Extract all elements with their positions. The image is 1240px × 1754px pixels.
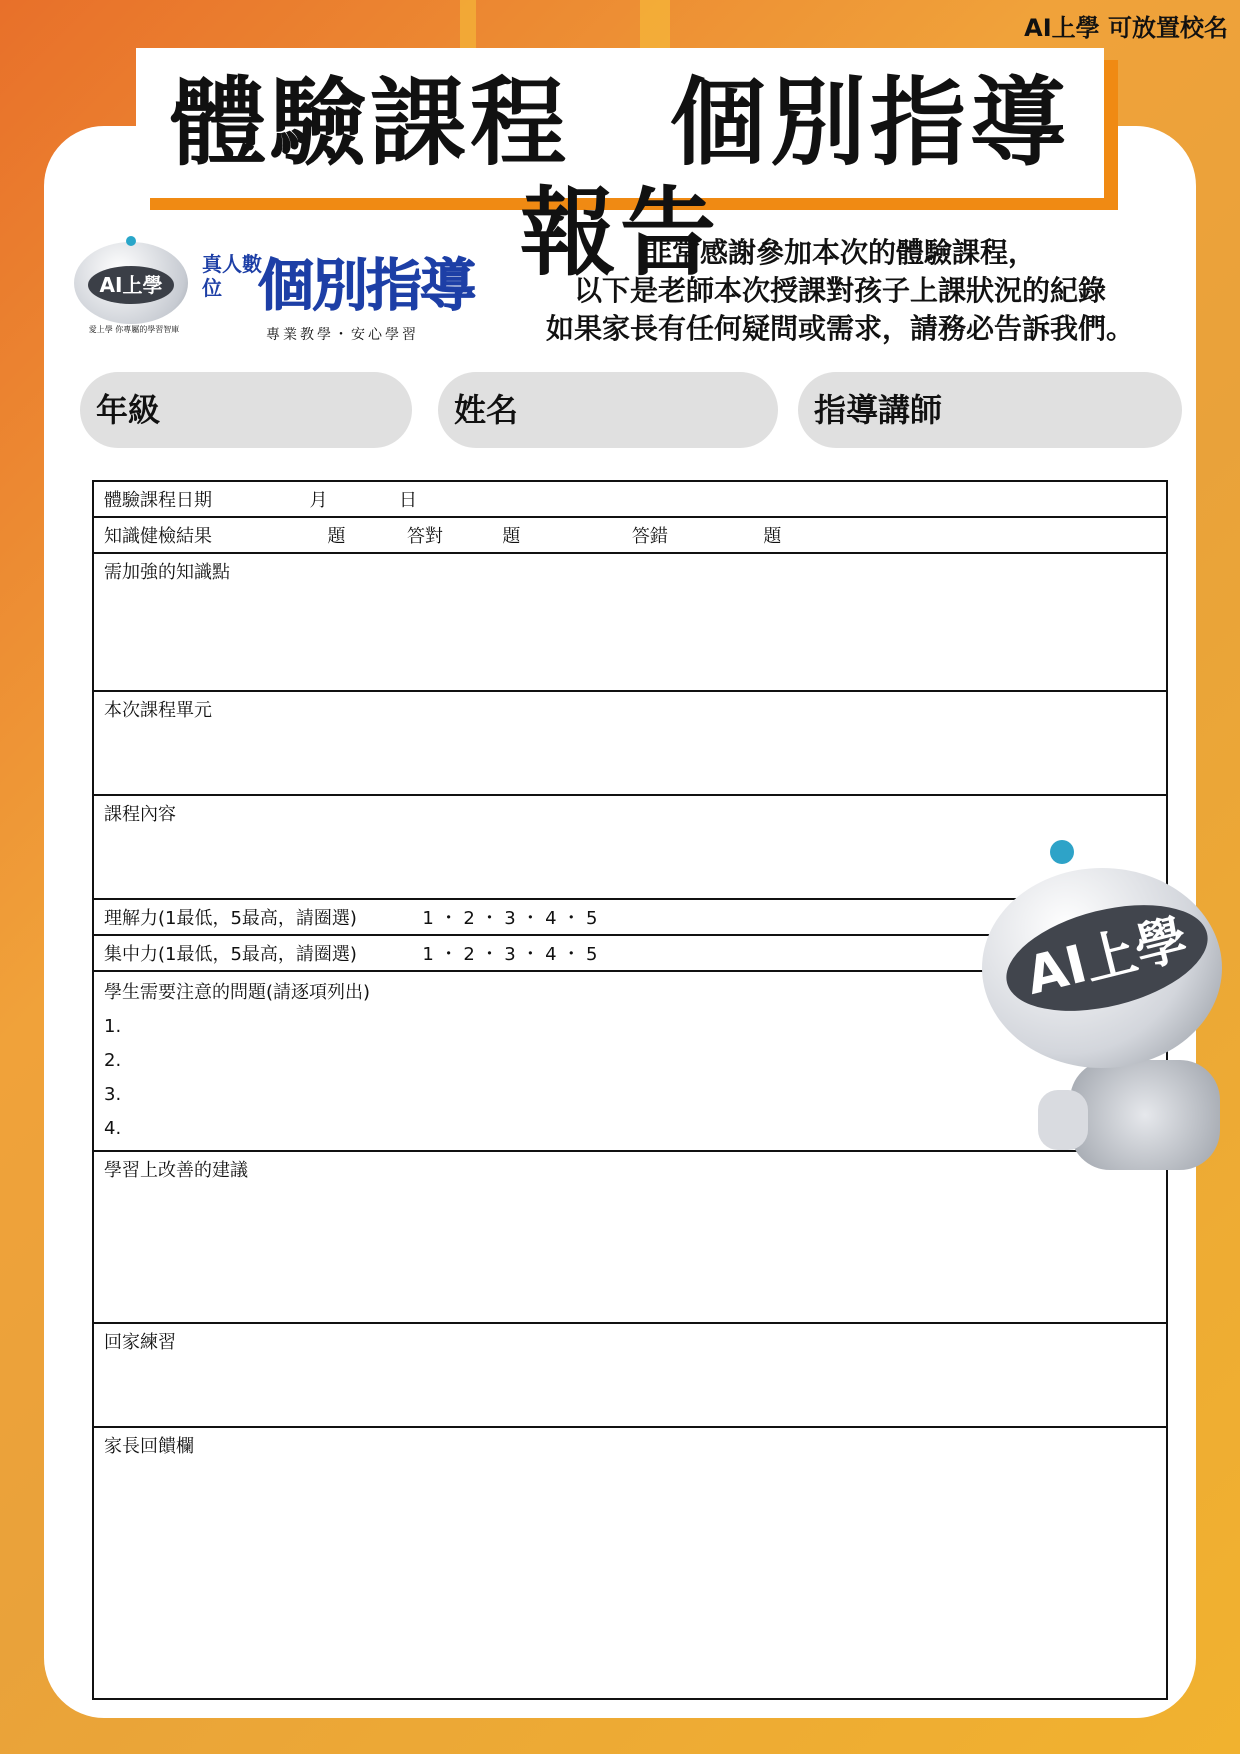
concentration-scale[interactable]: 1 ・ 2 ・ 3 ・ 4 ・ 5: [422, 944, 598, 965]
wrong-label: 答錯: [631, 526, 668, 547]
parent-feedback-cell[interactable]: [93, 1427, 1167, 1699]
form-row-date: [93, 481, 1167, 517]
question-count-label: 題: [327, 526, 346, 547]
check-cell[interactable]: [93, 517, 1167, 553]
form-row-weak-points: [93, 553, 1167, 691]
logo-tagline: 愛上學 你專屬的學習智庫: [88, 325, 180, 334]
comprehension-label: 理解力(1最低，5最高，請圈選): [104, 908, 357, 929]
logo-main-text: 個別指導: [258, 254, 474, 319]
month-label: 月: [309, 490, 328, 511]
intro-text: [520, 234, 1160, 348]
correct-count-label: 題: [502, 526, 521, 547]
intro-line: 非常感謝參加本次的體驗課程，: [643, 236, 1036, 269]
form-row-check: [93, 517, 1167, 553]
logo-badge: AI上學: [88, 266, 174, 304]
name-field[interactable]: 姓名: [438, 372, 778, 448]
antenna-icon: [1050, 840, 1074, 864]
school-name-note: AI上學 可放置校名: [1024, 14, 1228, 42]
wrong-count-label: 題: [763, 526, 782, 547]
form-row-parent-feedback: [93, 1427, 1167, 1699]
homework-cell[interactable]: [93, 1323, 1167, 1427]
logo-slogan: 專業教學・安心學習: [266, 327, 419, 343]
intro-line: 以下是老師本次授課對孩子上課狀況的紀錄: [573, 274, 1106, 307]
issue-item: 2.: [104, 1050, 122, 1071]
concentration-label: 集中力(1最低，5最高，請圈選): [104, 944, 357, 965]
check-label: 知識健檢結果: [104, 526, 212, 547]
suggestions-label: 學習上改善的建議: [104, 1160, 248, 1181]
robot-body-icon: [1070, 1060, 1220, 1170]
robot-logo-icon: [74, 242, 188, 324]
grade-field[interactable]: 年級: [80, 372, 412, 448]
correct-label: 答對: [406, 526, 443, 547]
weak-points-label: 需加強的知識點: [104, 562, 230, 583]
issue-item: 3.: [104, 1084, 122, 1105]
parent-feedback-label: 家長回饋欄: [104, 1436, 194, 1457]
robot-mascot-icon: [960, 840, 1240, 1180]
issues-label: 學生需要注意的問題(請逐項列出): [104, 982, 371, 1003]
form-row-unit: [93, 691, 1167, 795]
weak-points-cell[interactable]: [93, 553, 1167, 691]
comprehension-scale[interactable]: 1 ・ 2 ・ 3 ・ 4 ・ 5: [422, 908, 598, 929]
mascot-badge: AI上學: [995, 887, 1218, 1030]
date-cell[interactable]: [93, 481, 1167, 517]
intro-line: 如果家長有任何疑問或需求，請務必告訴我們。: [545, 312, 1134, 345]
date-label: 體驗課程日期: [104, 490, 212, 511]
instructor-field[interactable]: 指導講師: [798, 372, 1182, 448]
unit-cell[interactable]: [93, 691, 1167, 795]
day-label: 日: [398, 490, 417, 511]
logo: [74, 232, 514, 344]
logo-small-text: 真人數位: [202, 252, 262, 300]
page-title: 體驗課程 個別指導報告: [170, 67, 1070, 289]
issue-item: 1.: [104, 1016, 122, 1037]
issue-item: 4.: [104, 1118, 122, 1139]
unit-label: 本次課程單元: [104, 700, 212, 721]
antenna-icon: [126, 236, 136, 246]
form-row-homework: [93, 1323, 1167, 1427]
robot-hand-icon: [1038, 1090, 1088, 1150]
homework-label: 回家練習: [104, 1332, 176, 1353]
content-label: 課程內容: [104, 804, 176, 825]
